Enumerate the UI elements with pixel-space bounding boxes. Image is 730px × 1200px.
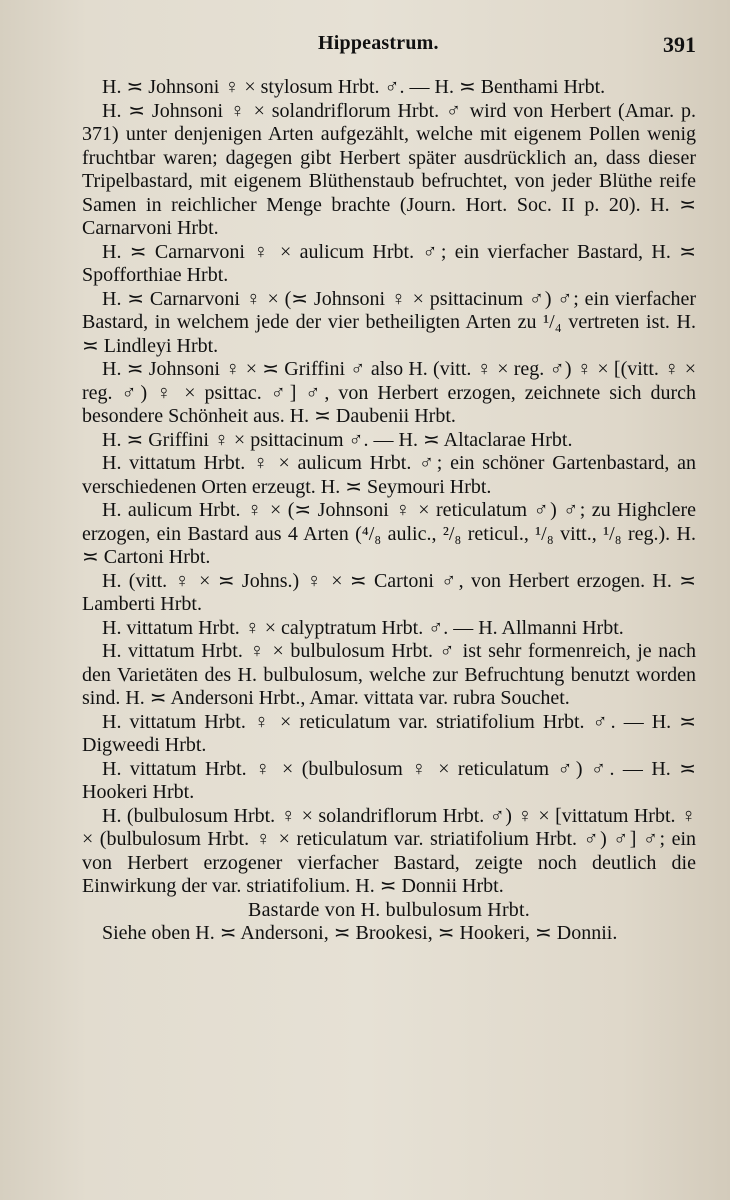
section-line: Siehe oben H. ≍ Andersoni, ≍ Brookesi, ≍ Hookeri, ≍ Donnii. (102, 922, 618, 944)
paragraph-14: H. (bulbulosum Hrbt. ♀ × solandriflorum Hrbt. ♂) ♀ × [vittatum Hrbt. ♀ × (bulbulosum Hrbt. ♀ × reticulatum var. striatifolium Hrbt. ♂) ♂] ♂; ein von Herbert erzogener vierfacher Bastard, zeigte noch deutlich die Einwirkung der var. striatifolium. H. ≍ Donnii Hrbt. (82, 804, 696, 897)
paragraph-7: H. vittatum Hrbt. ♀ × aulicum Hrbt. ♂; ein schöner Gartenbastard, an verschiedenen Orten erzeugt. H. ≍ Seymouri Hrbt. (82, 452, 696, 498)
paragraph-10: H. vittatum Hrbt. ♀ × calyptratum Hrbt. ♂. — H. Allmanni Hrbt. (102, 616, 624, 639)
paragraph-2: H. ≍ Johnsoni ♀ × solandriflorum Hrbt. ♂ wird von Herbert (Amar. p. 371) unter denjenigen Arten aufgezählt, welche mit eigenem Pollen wenig fruchtbar waren; dagegen gibt Herbert später ausdrücklich an, dass dieser Tripelbastard, mit eigenem Blüthenstaub befruchtet, von jeder Blüthe reife Samen in reichlicher Menge brachte (Journ. Hort. Soc. II p. 20). H. ≍ Carnarvoni Hrbt. (82, 99, 696, 239)
paragraph-5: H. ≍ Johnsoni ♀ × ≍ Griffini ♂ also H. (vitt. ♀ × reg. ♂) ♀ × [(vitt. ♀ × reg. ♂) ♀ × psittac. ♂] ♂, von Herbert erzogen, zeichnete sich durch besondere Schönheit aus. H. ≍ Daubenii Hrbt. (82, 358, 696, 427)
paragraph-6: H. ≍ Griffini ♀ × psittacinum ♂. — H. ≍ Altaclarae Hrbt. (102, 428, 573, 451)
paragraph-1: H. ≍ Johnsoni ♀ × stylosum Hrbt. ♂. — H. ≍ Benthami Hrbt. (102, 76, 606, 98)
paragraph-9: H. (vitt. ♀ × ≍ Johns.) ♀ × ≍ Cartoni ♂, von Herbert erzogen. H. ≍ Lamberti Hrbt. (82, 569, 696, 615)
page-body (82, 76, 696, 946)
paragraph-12: H. vittatum Hrbt. ♀ × reticulatum var. striatifolium Hrbt. ♂. — H. ≍ Digweedi Hrbt. (82, 710, 696, 756)
running-title: Hippeastrum. (318, 32, 439, 54)
paragraph-4: H. ≍ Carnarvoni ♀ × (≍ Johnsoni ♀ × psittacinum ♂) ♂; ein vierfacher Bastard, in welchem jede der vier betheiligten Arten zu ¹/₄ vertreten ist. H. ≍ Lindleyi Hrbt. (82, 287, 696, 357)
paragraph-11: H. vittatum Hrbt. ♀ × bulbulosum Hrbt. ♂ ist sehr formenreich, je nach den Varietäten des H. bulbulosum, welche zur Befruchtung benutzt worden sind. H. ≍ Andersoni Hrbt., Amar. vittata var. rubra Souchet. (82, 640, 696, 709)
section-heading: Bastarde von H. bulbulosum Hrbt. (248, 898, 530, 921)
paragraph-8: H. aulicum Hrbt. ♀ × (≍ Johnsoni ♀ × reticulatum ♂) ♂; zu Highclere erzogen, ein Bastard aus 4 Arten (⁴/₈ aulic., ²/₈ reticul., ¹/₈ vitt., ¹/₈ reg.). H. ≍ Cartoni Hrbt. (82, 499, 696, 568)
paragraph-3: H. ≍ Carnarvoni ♀ × aulicum Hrbt. ♂; ein vierfacher Bastard, H. ≍ Spofforthiae Hrbt. (82, 240, 696, 286)
page-number: 391 (663, 32, 696, 57)
paragraph-13: H. vittatum Hrbt. ♀ × (bulbulosum ♀ × reticulatum ♂) ♂. — H. ≍ Hookeri Hrbt. (82, 757, 696, 803)
page-header (72, 22, 696, 62)
